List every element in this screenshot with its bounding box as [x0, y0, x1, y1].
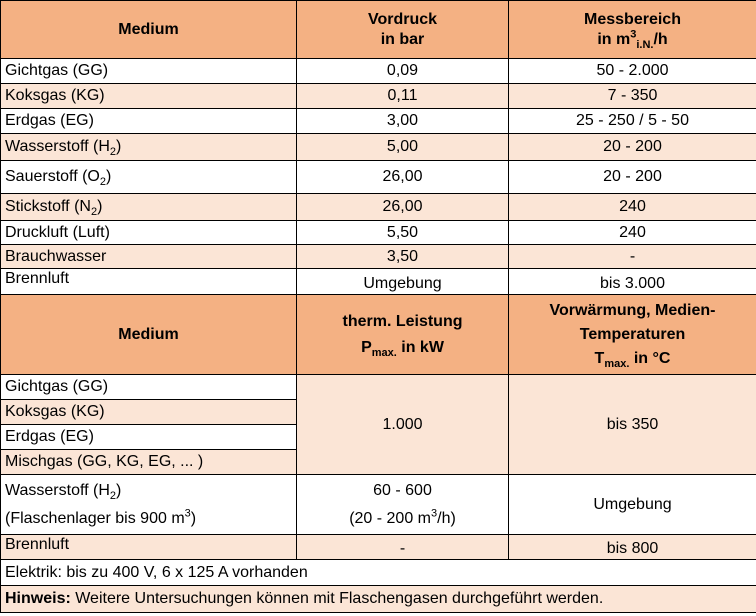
medium-name-post: ): [97, 198, 103, 215]
header-vordruck: [297, 1, 509, 59]
messbereich-value: 25 - 250 / 5 - 50: [509, 109, 756, 134]
table-row: [1, 84, 756, 109]
vordruck-value: 26,00: [297, 194, 509, 221]
header2-leistung-sub: max.: [371, 346, 397, 359]
header-row-1: [1, 1, 756, 59]
medium-name: [1, 161, 297, 194]
hinweis-text: Weitere Untersuchungen können mit Flaschengasen durchgeführt werden.: [70, 590, 604, 607]
table-row: [1, 535, 756, 560]
brennluft2-name: Brennluft: [1, 535, 297, 560]
wasserstoff-name: [1, 475, 297, 535]
header-row-2: [1, 295, 756, 375]
vordruck-value: 3,50: [297, 245, 509, 269]
header2-leistung-line1: therm. Leistung: [342, 312, 463, 330]
messbereich-value: 20 - 200: [509, 161, 756, 194]
vordruck-value: 5,00: [297, 134, 509, 161]
header2-leistung: [297, 295, 509, 375]
table-row: [1, 161, 756, 194]
medium-name: Koksgas (KG): [1, 84, 297, 109]
medium-name-post: ): [116, 138, 122, 155]
wasserstoff-l1-sub: 2: [109, 489, 117, 502]
hinweis-row: [1, 586, 756, 613]
wasserstoff-leistung-line1: 60 - 600: [373, 481, 432, 499]
wasserstoff-l1-pre: Wasserstoff (H: [5, 481, 110, 499]
brennluft2-temp: bis 800: [509, 535, 756, 560]
medium-name-pre: Sauerstoff (O: [5, 168, 100, 185]
table-row: [1, 375, 756, 400]
wasserstoff-temp: Umgebung: [509, 475, 756, 535]
wasserstoff-l2-pre: (Flaschenlager bis 900 m: [5, 509, 185, 527]
messbereich-value: 20 - 200: [509, 134, 756, 161]
header2-temp-post: in °C: [629, 349, 671, 367]
header2-temp-line1: Vorwärmung, Medien-: [549, 301, 716, 319]
table-row: [1, 245, 756, 269]
header2-temp-t: T: [594, 349, 605, 367]
group-leistung-value: 1.000: [297, 375, 509, 475]
wasserstoff-leistung-l2-pre: (20 - 200 m: [349, 509, 431, 527]
group-medium-name: Koksgas (KG): [1, 400, 297, 425]
group-medium-name: Gichtgas (GG): [1, 375, 297, 400]
table-row: [1, 269, 756, 295]
wasserstoff-leistung-line2: [301, 505, 504, 533]
table-row: [1, 221, 756, 245]
medium-name: Druckluft (Luft): [1, 221, 297, 245]
wasserstoff-leistung-l2-post: /h): [437, 509, 456, 527]
medium-name-pre: Wasserstoff (H: [5, 138, 110, 155]
hinweis-label: Hinweis:: [5, 590, 71, 607]
elektrik-note: Elektrik: bis zu 400 V, 6 x 125 A vorhanden: [1, 560, 756, 586]
medium-name: Erdgas (EG): [1, 109, 297, 134]
header-vordruck-line1: Vordruck: [367, 10, 438, 28]
messbereich-value: 240: [509, 221, 756, 245]
medium-name-sub: 2: [99, 176, 106, 189]
group-medium-name: Mischgas (GG, KG, EG, ... ): [1, 450, 297, 475]
header-mess-line2: [513, 30, 752, 50]
table-row: [1, 134, 756, 161]
wasserstoff-l2-post: ): [190, 509, 197, 527]
hinweis-note: [1, 586, 756, 613]
vordruck-value: 26,00: [297, 161, 509, 194]
medium-name-post: ): [105, 168, 112, 185]
header-mess-sup: 3: [630, 28, 637, 41]
table-row: [1, 109, 756, 134]
messbereich-value: 50 - 2.000: [509, 59, 756, 84]
table-row: [1, 194, 756, 221]
header2-medium: Medium: [1, 295, 297, 375]
wasserstoff-l2-sup: 3: [184, 507, 191, 520]
header2-leistung-p: P: [361, 338, 372, 356]
wasserstoff-line2: [5, 505, 292, 533]
medium-name: [1, 194, 297, 221]
vordruck-value: 0,11: [297, 84, 509, 109]
wasserstoff-leistung-l2-sup: 3: [431, 507, 438, 520]
medium-name-pre: Stickstoff (N: [5, 198, 91, 215]
header-mess-pre: in m: [597, 30, 631, 48]
wasserstoff-leistung: [297, 475, 509, 535]
header2-temp-line3: [513, 347, 752, 371]
vordruck-value: 0,09: [297, 59, 509, 84]
messbereich-value: -: [509, 245, 756, 269]
medium-name-sub: 2: [90, 206, 98, 219]
medium-name-sub: 2: [109, 146, 117, 159]
group-medium-name: Erdgas (EG): [1, 425, 297, 450]
wasserstoff-l1-post: ): [116, 481, 122, 499]
medium-name: Gichtgas (GG): [1, 59, 297, 84]
header2-temp-line2: Temperaturen: [579, 325, 686, 343]
table-row: [1, 475, 756, 535]
header2-leistung-post: in kW: [396, 338, 444, 356]
wasserstoff-line1: [5, 477, 292, 505]
header2-temp-sub: max.: [604, 357, 630, 370]
table-row: [1, 59, 756, 84]
header2-temp: [509, 295, 756, 375]
header-messbereich: [509, 1, 756, 59]
medium-name: [1, 134, 297, 161]
vordruck-value: Umgebung: [297, 269, 509, 295]
medium-name: Brauchwasser: [1, 245, 297, 269]
header-medium: Medium: [1, 1, 297, 59]
header-mess-line1: Messbereich: [584, 10, 681, 28]
header2-leistung-line2: [301, 335, 504, 361]
brennluft2-leistung: -: [297, 535, 509, 560]
medium-name: Brennluft: [1, 269, 297, 295]
vordruck-value: 3,00: [297, 109, 509, 134]
header-mess-post: /h: [653, 30, 668, 48]
header-vordruck-line2: in bar: [380, 30, 425, 48]
vordruck-value: 5,50: [297, 221, 509, 245]
elektrik-row: [1, 560, 756, 586]
header-mess-sub: i.N.: [636, 38, 654, 51]
messbereich-value: 240: [509, 194, 756, 221]
group-temp-value: bis 350: [509, 375, 756, 475]
messbereich-value: bis 3.000: [509, 269, 756, 295]
messbereich-value: 7 - 350: [509, 84, 756, 109]
